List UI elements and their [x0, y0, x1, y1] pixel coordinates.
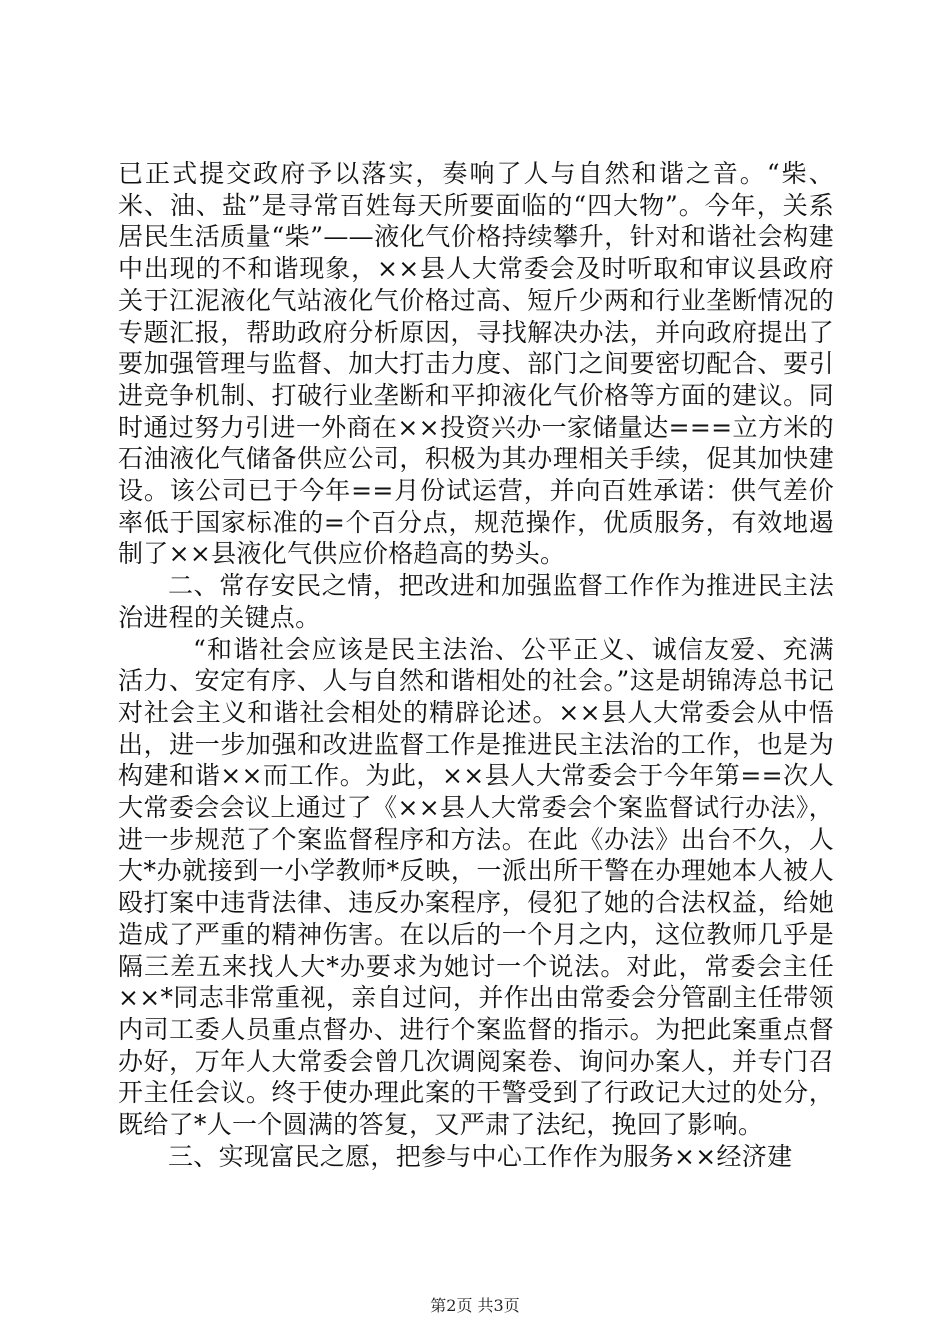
page-number: 第2页 共3页 — [430, 1296, 520, 1315]
page-footer — [0, 1296, 950, 1316]
paragraph-quote: “和谐社会应该是民主法治、公平正义、诚信友爱、充满活力、安定有序、人与自然和谐相处的社会。”这是胡锦涛总书记对社会主义和谐社会相处的精辟论述。××县人大常委会从中悟出，进一步加强和改进监督工作是推进民主法治的工作，也是为构建和谐××而工作。为此，××县人大常委会于今年第==次人大常委会会议上通过了《××县人大常委会个案监督试行办法》，进一步规范了个案监督程序和方法。在此《办法》出台不久，人大*办就接到一小学教师*反映，一派出所干警在办理她本人被人殴打案中违背法律、违反办案程序，侵犯了她的合法权益，给她造成了严重的精神伤害。在以后的一个月之内，这位教师几乎是隔三差五来找人大*办要求为她讨一个说法。对此，常委会主任××*同志非常重视，亲自过问，并作出由常委会分管副主任带领内司工委人员重点督办、进行个案监督的指示。为把此案重点督办好，万年人大常委会曾几次调阅案卷、询问办案人，并专门召开主任会议。终于使办理此案的干警受到了行政记大过的处分，既给了*人一个圆满的答复，又严肃了法纪，挽回了影响。 — [118, 634, 834, 1140]
section-heading-two: 二、常存安民之情，把改进和加强监督工作作为推进民主法治进程的关键点。 — [118, 571, 834, 632]
document-body — [118, 158, 834, 1173]
section-heading-three: 三、实现富民之愿，把参与中心工作作为服务××经济建 — [168, 1141, 793, 1171]
paragraph-continuation: 已正式提交政府予以落实，奏响了人与自然和谐之音。“柴、米、油、盐”是寻常百姓每天所要面临的“四大物”。今年，关系居民生活质量“柴”——液化气价格持续攀升，针对和谐社会构建中出现的不和谐现象，××县人大常委会及时听取和审议县政府关于江泥液化气站液化气价格过高、短斤少两和行业垄断情况的专题汇报，帮助政府分析原因，寻找解决办法，并向政府提出了要加强管理与监督、加大打击力度、部门之间要密切配合、要引进竞争机制、打破行业垄断和平抑液化气价格等方面的建议。同时通过努力引进一外商在××投资兴办一家储量达===立方米的石油液化气储备供应公司，积极为其办理相关手续，促其加快建设。该公司已于今年==月份试运营，并向百姓承诺：供气差价率低于国家标准的=个百分点，规范操作，优质服务，有效地遏制了××县液化气供应价格趋高的势头。 — [118, 159, 834, 569]
